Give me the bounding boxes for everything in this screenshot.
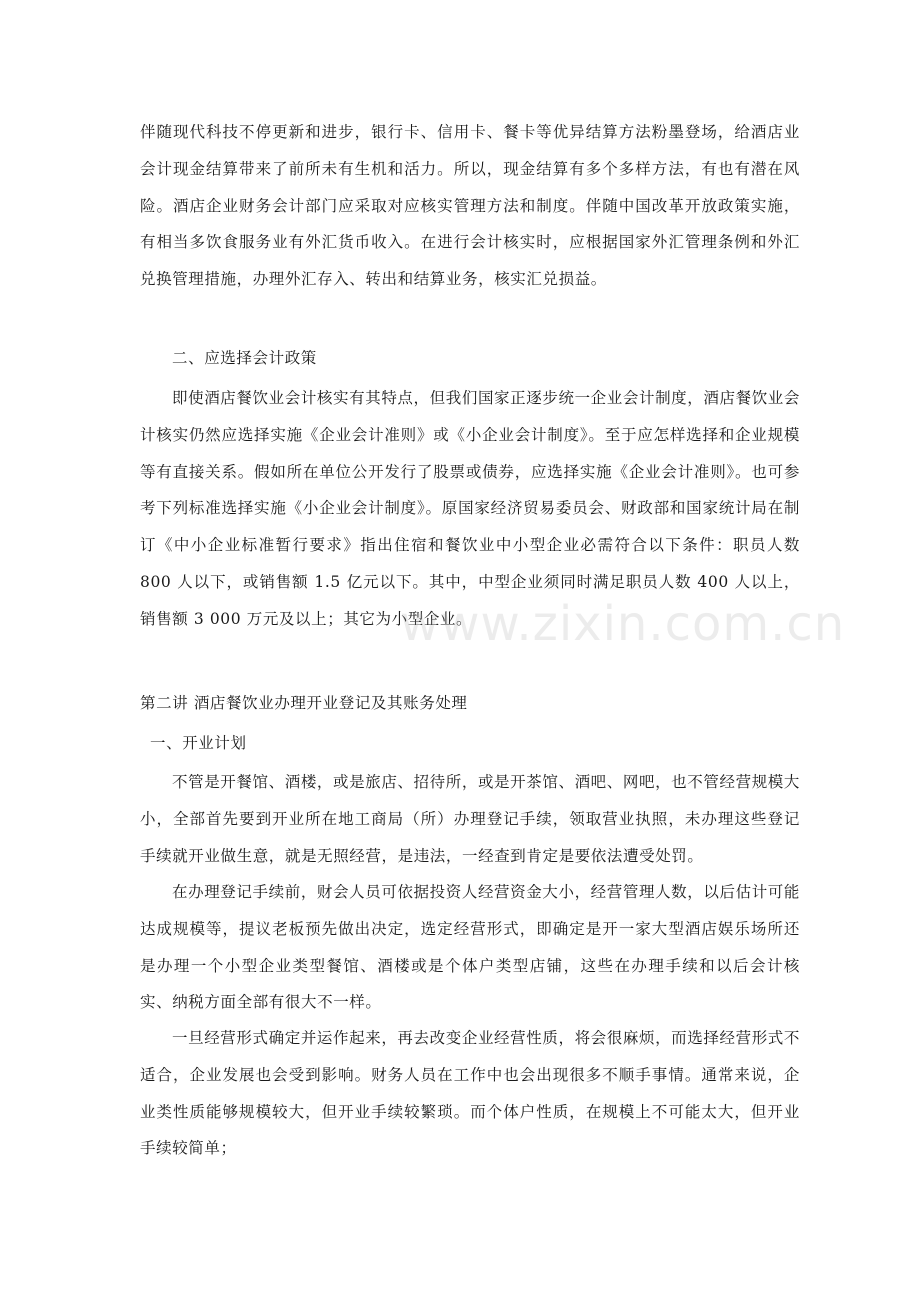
operation-paragraph: 一旦经营形式确定并运作起来，再去改变企业经营性质，将会很麻烦，而选择经营形式不适合，企业发展也会受到影响。财务人员在工作中也会出现很多不顺手事情。通常来说，企业类性质能够规模较大，但开业手续较繁琐。而个体户性质，在规模上不可能太大，但开业手续较简单； <box>140 1029 800 1158</box>
intro-paragraph: 伴随现代科技不停更新和进步，银行卡、信用卡、餐卡等优异结算方法粉墨登场，给酒店业会计现金结算带来了前所未有生机和活力。所以，现金结算有多个多样方法，有也有潜在风险。酒店企业财务会计部门应采取对应核实管理方法和制度。伴随中国改革开放政策实施，有相当多饮食服务业有外汇货币收入。在进行会计核实时，应根据国家外汇管理条例和外汇兑换管理措施，办理外汇存入、转出和结算业务，核实汇兑损益。 <box>140 123 800 289</box>
lecture-heading: 第二讲 酒店餐饮业办理开业登记及其账务处理 <box>140 694 468 712</box>
section-heading-opening-plan: 一、开业计划 <box>150 734 247 752</box>
watermark-text: www.zixin.com.cn <box>400 596 846 652</box>
registration-paragraph: 不管是开餐馆、酒楼，或是旅店、招待所，或是开茶馆、酒吧、网吧，也不管经营规模大小，全部首先要到开业所在地工商局（所）办理登记手续，领取营业执照，未办理这些登记手续就开业做生意，就是无照经营，是违法，一经查到肯定是要依法遭受处罚。 <box>140 773 800 865</box>
section-heading-accounting-policy: 二、应选择会计政策 <box>172 349 317 367</box>
accounting-policy-paragraph: 即使酒店餐饮业会计核实有其特点，但我们国家正逐步统一企业会计制度，酒店餐饮业会计核实仍然应选择实施《企业会计准则》或《小企业会计制度》。至于应怎样选择和企业规模等有直接关系。假如所在单位公开发行了股票或债券，应选择实施《企业会计准则》。也可参考下列标准选择实施《小企业会计制度》。原国家经济贸易委员会、财政部和国家统计局在制订《中小企业标准暂行要求》指出住宿和餐饮业中小型企业必需符合以下条件：职员人数 800 人以下，或销售额 1.5 亿元以下。其中，中型企业须同时满足职员人数 400 人以上，销售额 3 000 万元及以上；其它为小型企业。 <box>140 389 800 628</box>
business-form-paragraph: 在办理登记手续前，财会人员可依据投资人经营资金大小，经营管理人数，以后估计可能达成规模等，提议老板预先做出决定，选定经营形式，即确定是开一家大型酒店娱乐场所还是办理一个小型企业类型餐馆、酒楼或是个体户类型店铺，这些在办理手续和以后会计核实、纳税方面全部有很大不一样。 <box>140 883 800 1012</box>
